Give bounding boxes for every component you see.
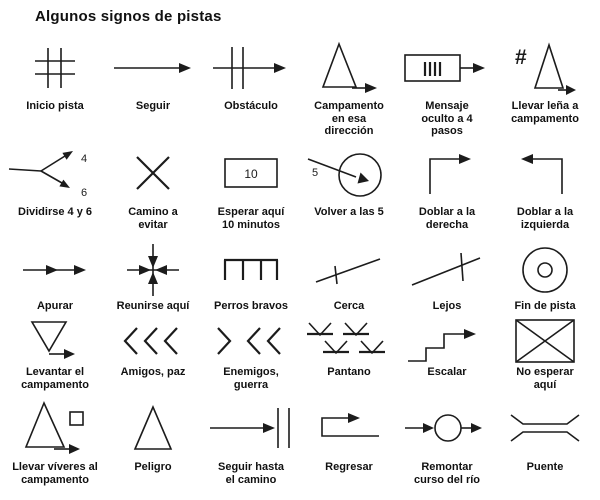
sign-label: Seguir hasta el camino (217, 461, 285, 486)
turn-right-icon (398, 139, 496, 206)
sign-label: Mensaje oculto a 4 pasos (421, 100, 473, 138)
sign-label: Lejos (432, 300, 462, 312)
signs-grid (6, 35, 594, 500)
sign-label: Doblar a la izquierda (516, 206, 574, 231)
sign-label: Pantano (327, 366, 371, 378)
stairs-arrow-icon (398, 315, 496, 366)
sign-cell-fin-pista (496, 239, 594, 315)
sign-cell-pantano (300, 315, 398, 395)
sign-cell-doblar-derecha (398, 139, 496, 239)
page-title: Algunos signos de pistas (35, 8, 222, 25)
message-box-arrow-icon (398, 35, 496, 100)
sign-cell-levantar (6, 315, 104, 395)
sign-label: Enemigos, guerra (223, 366, 279, 391)
sign-label: Reunirse aquí (116, 300, 190, 312)
sign-label: Camino a evitar (128, 206, 178, 231)
arrow-right-icon (104, 35, 202, 100)
sign-label: Inicio pista (26, 100, 84, 112)
sign-label: Doblar a la derecha (418, 206, 476, 231)
converging-arrows-icon (104, 239, 202, 300)
sign-label: Remontar curso del río (413, 461, 481, 486)
sign-label: Apurar (36, 300, 74, 312)
crossed-box-icon (496, 315, 594, 366)
return-hour-value: 5 (312, 166, 319, 179)
slash-short-tick-icon (300, 239, 398, 300)
sign-cell-cerca (300, 239, 398, 315)
sign-label: Levantar el campamento (21, 366, 89, 391)
slash-long-tick-icon (398, 239, 496, 300)
sign-cell-llevar-viveres (6, 395, 104, 500)
sign-cell-puente (496, 395, 594, 500)
sign-cell-escalar (398, 315, 496, 395)
sign-label: Llevar víveres al campamento (12, 461, 98, 486)
sign-cell-seguir (104, 35, 202, 139)
arrow-two-bars-icon (202, 35, 300, 100)
triangle-square-arrow-icon (6, 395, 104, 461)
double-arrowhead-icon (6, 239, 104, 300)
u-turn-arrow-icon (300, 395, 398, 461)
triangle-icon (104, 395, 202, 461)
sign-label: Seguir (135, 100, 171, 112)
x-cross-icon (104, 139, 202, 206)
sign-cell-enemigos (202, 315, 300, 395)
sign-label: Perros bravos (214, 300, 288, 312)
sign-label: Escalar (427, 366, 467, 378)
sign-cell-doblar-izquierda (496, 139, 594, 239)
opposed-chevrons-icon (202, 315, 300, 366)
sign-cell-apurar (6, 239, 104, 315)
sign-cell-seguir-camino (202, 395, 300, 500)
sign-label: Volver a las 5 (314, 206, 384, 218)
sign-label: Dividirse 4 y 6 (18, 206, 92, 218)
sign-cell-remontar (398, 395, 496, 500)
sign-label: No esperar aquí (516, 366, 574, 391)
sign-label: Amigos, paz (120, 366, 186, 378)
marsh-icon (300, 315, 398, 366)
sign-cell-llevar-lena (496, 35, 594, 139)
fork-arrows-icon (6, 139, 104, 206)
sign-cell-campamento-direccion (300, 35, 398, 139)
sign-cell-regresar (300, 395, 398, 500)
sign-cell-obstaculo (202, 35, 300, 139)
sign-label: Obstáculo (224, 100, 278, 112)
sign-cell-amigos (104, 315, 202, 395)
hash-glyph: # (515, 45, 527, 69)
fork-number-bottom: 6 (81, 186, 88, 199)
wait-minutes-value: 10 (244, 166, 258, 181)
sign-cell-esperar (202, 139, 300, 239)
sign-label: Llevar leña a campamento (511, 100, 579, 125)
hash-triangle-arrow-icon (496, 35, 594, 100)
hash-grid-icon (6, 35, 104, 100)
sign-cell-mensaje-oculto (398, 35, 496, 139)
sign-label: Regresar (325, 461, 373, 473)
sign-cell-camino-evitar (104, 139, 202, 239)
sign-label: Cerca (333, 300, 365, 312)
sign-cell-peligro (104, 395, 202, 500)
sign-label: Esperar aquí 10 minutos (217, 206, 285, 231)
inverted-triangle-arrow-icon (6, 315, 104, 366)
sign-cell-dividirse (6, 139, 104, 239)
arrow-double-bar-icon (202, 395, 300, 461)
fork-number-top: 4 (81, 152, 88, 165)
arrow-circle-arrow-icon (398, 395, 496, 461)
turn-left-icon (496, 139, 594, 206)
sign-cell-no-esperar (496, 315, 594, 395)
triangle-arrow-icon (300, 35, 398, 100)
sign-label: Peligro (134, 461, 172, 473)
sign-cell-inicio-pista (6, 35, 104, 139)
bridge-icon (496, 395, 594, 461)
sign-cell-lejos (398, 239, 496, 315)
sign-label: Puente (526, 461, 564, 473)
sign-cell-volver (300, 139, 398, 239)
three-chevrons-left-icon (104, 315, 202, 366)
sign-cell-perros (202, 239, 300, 315)
sign-label: Fin de pista (514, 300, 576, 312)
sign-label: Campamento en esa dirección (314, 100, 384, 138)
arrow-into-circle-icon (300, 139, 398, 206)
sign-cell-reunirse (104, 239, 202, 315)
box-number-icon (202, 139, 300, 206)
concentric-circles-icon (496, 239, 594, 300)
comb-icon (202, 239, 300, 300)
